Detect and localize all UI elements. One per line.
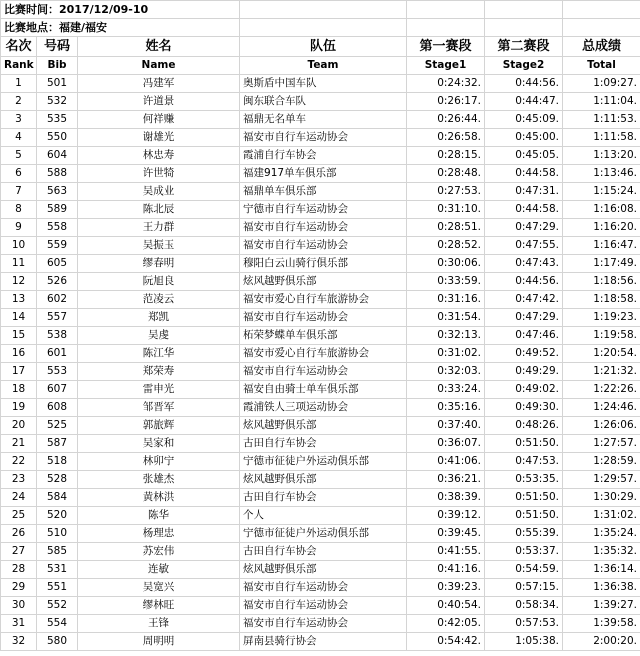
rank-cell: 9 (1, 219, 37, 237)
total-time-cell: 1:31:02. (563, 507, 640, 525)
team-cell: 宁德市征徒户外运动俱乐部 (240, 453, 407, 471)
table-row (1, 615, 640, 633)
name-cell: 陈江华 (78, 345, 240, 363)
team-cell: 炫风越野俱乐部 (240, 273, 407, 291)
stage1-time-cell: 0:39:45. (407, 525, 485, 543)
stage1-time-cell: 0:26:44. (407, 111, 485, 129)
bib-cell: 602 (37, 291, 78, 309)
stage1-time-cell: 0:37:40. (407, 417, 485, 435)
stage2-time-cell: 0:54:59. (485, 561, 563, 579)
rank-cell: 26 (1, 525, 37, 543)
stage2-time-cell: 0:47:29. (485, 309, 563, 327)
stage1-time-cell: 0:31:10. (407, 201, 485, 219)
name-cell: 吴家和 (78, 435, 240, 453)
team-cell: 屏南县骑行协会 (240, 633, 407, 651)
bib-cell: 585 (37, 543, 78, 561)
name-cell: 王锋 (78, 615, 240, 633)
stage2-time-cell: 0:49:52. (485, 345, 563, 363)
table-row (1, 291, 640, 309)
team-cell: 宁德市自行车运动协会 (240, 201, 407, 219)
stage1-time-cell: 0:28:15. (407, 147, 485, 165)
team-cell: 个人 (240, 507, 407, 525)
header-rank-cn: 名次 (1, 37, 37, 57)
name-cell: 陈华 (78, 507, 240, 525)
stage1-time-cell: 0:24:32. (407, 75, 485, 93)
stage1-time-cell: 0:41:06. (407, 453, 485, 471)
rank-cell: 15 (1, 327, 37, 345)
stage2-time-cell: 0:49:30. (485, 399, 563, 417)
stage2-time-cell: 0:49:02. (485, 381, 563, 399)
bib-cell: 563 (37, 183, 78, 201)
stage2-time-cell: 0:47:43. (485, 255, 563, 273)
team-cell: 福安市自行车运动协会 (240, 237, 407, 255)
info-row-place (1, 19, 640, 37)
rank-cell: 19 (1, 399, 37, 417)
total-time-cell: 1:26:06. (563, 417, 640, 435)
bib-cell: 525 (37, 417, 78, 435)
name-cell: 林卯宁 (78, 453, 240, 471)
total-time-cell: 1:17:49. (563, 255, 640, 273)
name-cell: 吴宽兴 (78, 579, 240, 597)
rank-cell: 17 (1, 363, 37, 381)
stage1-time-cell: 0:42:05. (407, 615, 485, 633)
table-row (1, 255, 640, 273)
stage1-time-cell: 0:54:42. (407, 633, 485, 651)
table-row (1, 93, 640, 111)
stage2-time-cell: 0:44:47. (485, 93, 563, 111)
rank-cell: 32 (1, 633, 37, 651)
team-cell: 福安市自行车运动协会 (240, 597, 407, 615)
stage2-time-cell: 0:47:53. (485, 453, 563, 471)
stage2-time-cell: 0:58:34. (485, 597, 563, 615)
name-cell: 张雄杰 (78, 471, 240, 489)
team-cell: 古田自行车协会 (240, 489, 407, 507)
bib-cell: 538 (37, 327, 78, 345)
stage2-time-cell: 0:47:55. (485, 237, 563, 255)
total-time-cell: 1:13:20. (563, 147, 640, 165)
stage1-time-cell: 0:32:13. (407, 327, 485, 345)
name-cell: 许世犄 (78, 165, 240, 183)
name-cell: 王力群 (78, 219, 240, 237)
stage2-time-cell: 0:44:56. (485, 75, 563, 93)
bib-cell: 520 (37, 507, 78, 525)
name-cell: 吴成业 (78, 183, 240, 201)
stage1-time-cell: 0:41:16. (407, 561, 485, 579)
total-time-cell: 1:36:38. (563, 579, 640, 597)
table-row (1, 381, 640, 399)
stage1-time-cell: 0:35:16. (407, 399, 485, 417)
table-row (1, 489, 640, 507)
total-time-cell: 2:00:20. (563, 633, 640, 651)
table-row (1, 201, 640, 219)
team-cell: 福鼎单车俱乐部 (240, 183, 407, 201)
team-cell: 奥斯盾中国车队 (240, 75, 407, 93)
rank-cell: 30 (1, 597, 37, 615)
stage1-time-cell: 0:26:17. (407, 93, 485, 111)
team-cell: 福安市爱心自行车旅游协会 (240, 291, 407, 309)
team-cell: 福安市自行车运动协会 (240, 129, 407, 147)
stage1-time-cell: 0:38:39. (407, 489, 485, 507)
name-cell: 连敏 (78, 561, 240, 579)
name-cell: 许道景 (78, 93, 240, 111)
table-row (1, 399, 640, 417)
table-row (1, 237, 640, 255)
stage2-time-cell: 0:49:29. (485, 363, 563, 381)
header-rank-en: Rank (1, 57, 37, 75)
table-row (1, 129, 640, 147)
table-row (1, 471, 640, 489)
rank-cell: 23 (1, 471, 37, 489)
stage2-time-cell: 0:45:09. (485, 111, 563, 129)
bib-cell: 501 (37, 75, 78, 93)
rank-cell: 12 (1, 273, 37, 291)
total-time-cell: 1:22:26. (563, 381, 640, 399)
rank-cell: 22 (1, 453, 37, 471)
stage2-time-cell: 0:53:37. (485, 543, 563, 561)
stage2-time-cell: 0:51:50. (485, 507, 563, 525)
stage2-time-cell: 0:47:42. (485, 291, 563, 309)
table-row (1, 345, 640, 363)
header-team-en: Team (240, 57, 407, 75)
team-cell: 福安市爱心自行车旅游协会 (240, 345, 407, 363)
total-time-cell: 1:30:29. (563, 489, 640, 507)
team-cell: 炫风越野俱乐部 (240, 561, 407, 579)
header-name-cn: 姓名 (78, 37, 240, 57)
name-cell: 范凌云 (78, 291, 240, 309)
table-row (1, 273, 640, 291)
name-cell: 林忠寿 (78, 147, 240, 165)
table-row (1, 525, 640, 543)
rank-cell: 25 (1, 507, 37, 525)
total-time-cell: 1:29:57. (563, 471, 640, 489)
stage1-time-cell: 0:33:59. (407, 273, 485, 291)
stage1-time-cell: 0:28:48. (407, 165, 485, 183)
rank-cell: 3 (1, 111, 37, 129)
bib-cell: 558 (37, 219, 78, 237)
race-place-label: 比赛地点：福建/福安 (1, 19, 240, 37)
rank-cell: 21 (1, 435, 37, 453)
total-time-cell: 1:11:53. (563, 111, 640, 129)
total-time-cell: 1:16:20. (563, 219, 640, 237)
bib-cell: 528 (37, 471, 78, 489)
name-cell: 吴虔 (78, 327, 240, 345)
name-cell: 郭旅辉 (78, 417, 240, 435)
table-row (1, 507, 640, 525)
header-name-en: Name (78, 57, 240, 75)
stage1-time-cell: 0:39:23. (407, 579, 485, 597)
bib-cell: 588 (37, 165, 78, 183)
table-row (1, 219, 640, 237)
bib-cell: 580 (37, 633, 78, 651)
rank-cell: 20 (1, 417, 37, 435)
name-cell: 陈北辰 (78, 201, 240, 219)
rank-cell: 13 (1, 291, 37, 309)
stage2-time-cell: 0:44:58. (485, 165, 563, 183)
total-time-cell: 1:19:23. (563, 309, 640, 327)
total-time-cell: 1:28:59. (563, 453, 640, 471)
stage1-time-cell: 0:28:51. (407, 219, 485, 237)
rank-cell: 18 (1, 381, 37, 399)
rank-cell: 5 (1, 147, 37, 165)
bib-cell: 584 (37, 489, 78, 507)
bib-cell: 589 (37, 201, 78, 219)
stage2-time-cell: 0:44:56. (485, 273, 563, 291)
table-row (1, 309, 640, 327)
race-time-label: 比赛时间：2017/12/09-10 (1, 1, 240, 19)
stage1-time-cell: 0:26:58. (407, 129, 485, 147)
total-time-cell: 1:15:24. (563, 183, 640, 201)
total-time-cell: 1:35:24. (563, 525, 640, 543)
table-row (1, 111, 640, 129)
bib-cell: 607 (37, 381, 78, 399)
team-cell: 古田自行车协会 (240, 543, 407, 561)
rank-cell: 8 (1, 201, 37, 219)
header-total-cn: 总成绩 (563, 37, 640, 57)
stage2-time-cell: 0:53:35. (485, 471, 563, 489)
header-stage2-en: Stage2 (485, 57, 563, 75)
rank-cell: 27 (1, 543, 37, 561)
table-row (1, 453, 640, 471)
table-row (1, 147, 640, 165)
stage1-time-cell: 0:31:54. (407, 309, 485, 327)
bib-cell: 550 (37, 129, 78, 147)
name-cell: 冯建军 (78, 75, 240, 93)
total-time-cell: 1:39:27. (563, 597, 640, 615)
total-time-cell: 1:18:56. (563, 273, 640, 291)
stage1-time-cell: 0:40:54. (407, 597, 485, 615)
name-cell: 邹晋军 (78, 399, 240, 417)
table-row (1, 165, 640, 183)
stage2-time-cell: 0:55:39. (485, 525, 563, 543)
total-time-cell: 1:27:57. (563, 435, 640, 453)
bib-cell: 510 (37, 525, 78, 543)
name-cell: 缪春明 (78, 255, 240, 273)
total-time-cell: 1:18:58. (563, 291, 640, 309)
total-time-cell: 1:35:32. (563, 543, 640, 561)
bib-cell: 559 (37, 237, 78, 255)
stage2-time-cell: 0:48:26. (485, 417, 563, 435)
bib-cell: 553 (37, 363, 78, 381)
stage1-time-cell: 0:39:12. (407, 507, 485, 525)
stage1-time-cell: 0:32:03. (407, 363, 485, 381)
name-cell: 雷申光 (78, 381, 240, 399)
bib-cell: 526 (37, 273, 78, 291)
name-cell: 阮旭良 (78, 273, 240, 291)
rank-cell: 24 (1, 489, 37, 507)
name-cell: 郑凯 (78, 309, 240, 327)
rank-cell: 16 (1, 345, 37, 363)
total-time-cell: 1:21:32. (563, 363, 640, 381)
table-row (1, 435, 640, 453)
bib-cell: 551 (37, 579, 78, 597)
stage2-time-cell: 0:45:05. (485, 147, 563, 165)
team-cell: 宁德市征徒户外运动俱乐部 (240, 525, 407, 543)
team-cell: 福鼎无名单车 (240, 111, 407, 129)
rank-cell: 4 (1, 129, 37, 147)
stage2-time-cell: 0:51:50. (485, 489, 563, 507)
stage1-time-cell: 0:27:53. (407, 183, 485, 201)
bib-cell: 601 (37, 345, 78, 363)
stage1-time-cell: 0:36:07. (407, 435, 485, 453)
stage1-time-cell: 0:36:21. (407, 471, 485, 489)
bib-cell: 604 (37, 147, 78, 165)
team-cell: 福安市自行车运动协会 (240, 219, 407, 237)
name-cell: 黄林洪 (78, 489, 240, 507)
stage2-time-cell: 0:47:46. (485, 327, 563, 345)
total-time-cell: 1:19:58. (563, 327, 640, 345)
table-row (1, 327, 640, 345)
header-stage2-cn: 第二赛段 (485, 37, 563, 57)
total-time-cell: 1:24:46. (563, 399, 640, 417)
table-row (1, 363, 640, 381)
rank-cell: 11 (1, 255, 37, 273)
name-cell: 缪林旺 (78, 597, 240, 615)
stage2-time-cell: 0:57:53. (485, 615, 563, 633)
rank-cell: 6 (1, 165, 37, 183)
header-stage1-cn: 第一赛段 (407, 37, 485, 57)
team-cell: 霞浦铁人三项运动协会 (240, 399, 407, 417)
rank-cell: 31 (1, 615, 37, 633)
team-cell: 霞浦自行车协会 (240, 147, 407, 165)
table-row (1, 597, 640, 615)
rank-cell: 10 (1, 237, 37, 255)
team-cell: 闽东联合车队 (240, 93, 407, 111)
stage1-time-cell: 0:41:55. (407, 543, 485, 561)
table-row (1, 579, 640, 597)
team-cell: 炫风越野俱乐部 (240, 471, 407, 489)
header-row-chinese (1, 37, 640, 57)
team-cell: 福安市自行车运动协会 (240, 363, 407, 381)
stage2-time-cell: 0:51:50. (485, 435, 563, 453)
table-row (1, 633, 640, 651)
stage2-time-cell: 0:44:58. (485, 201, 563, 219)
info-row-time (1, 1, 640, 19)
name-cell: 杨理忠 (78, 525, 240, 543)
stage2-time-cell: 0:57:15. (485, 579, 563, 597)
total-time-cell: 1:16:47. (563, 237, 640, 255)
team-cell: 福安市自行车运动协会 (240, 309, 407, 327)
total-time-cell: 1:09:27. (563, 75, 640, 93)
bib-cell: 531 (37, 561, 78, 579)
team-cell: 炫风越野俱乐部 (240, 417, 407, 435)
bib-cell: 532 (37, 93, 78, 111)
total-time-cell: 1:13:46. (563, 165, 640, 183)
name-cell: 吴振玉 (78, 237, 240, 255)
name-cell: 郑荣寿 (78, 363, 240, 381)
stage1-time-cell: 0:28:52. (407, 237, 485, 255)
team-cell: 福安市自行车运动协会 (240, 579, 407, 597)
stage2-time-cell: 0:45:00. (485, 129, 563, 147)
stage1-time-cell: 0:31:02. (407, 345, 485, 363)
stage2-time-cell: 0:47:31. (485, 183, 563, 201)
bib-cell: 608 (37, 399, 78, 417)
team-cell: 古田自行车协会 (240, 435, 407, 453)
rank-cell: 28 (1, 561, 37, 579)
team-cell: 柘荣梦蝶单车俱乐部 (240, 327, 407, 345)
name-cell: 周明明 (78, 633, 240, 651)
table-row (1, 417, 640, 435)
bib-cell: 552 (37, 597, 78, 615)
rank-cell: 14 (1, 309, 37, 327)
header-row-english (1, 57, 640, 75)
header-team-cn: 队伍 (240, 37, 407, 57)
stage1-time-cell: 0:31:16. (407, 291, 485, 309)
stage2-time-cell: 0:47:29. (485, 219, 563, 237)
header-stage1-en: Stage1 (407, 57, 485, 75)
header-total-en: Total (563, 57, 640, 75)
table-row (1, 183, 640, 201)
stage1-time-cell: 0:30:06. (407, 255, 485, 273)
stage1-time-cell: 0:33:24. (407, 381, 485, 399)
team-cell: 福安市自行车运动协会 (240, 615, 407, 633)
total-time-cell: 1:11:58. (563, 129, 640, 147)
bib-cell: 605 (37, 255, 78, 273)
total-time-cell: 1:11:04. (563, 93, 640, 111)
total-time-cell: 1:39:58. (563, 615, 640, 633)
rank-cell: 1 (1, 75, 37, 93)
total-time-cell: 1:16:08. (563, 201, 640, 219)
header-bib-cn: 号码 (37, 37, 78, 57)
rank-cell: 7 (1, 183, 37, 201)
team-cell: 穆阳白云山骑行俱乐部 (240, 255, 407, 273)
team-cell: 福安自由骑士单车俱乐部 (240, 381, 407, 399)
total-time-cell: 1:36:14. (563, 561, 640, 579)
name-cell: 苏宏伟 (78, 543, 240, 561)
rank-cell: 29 (1, 579, 37, 597)
header-bib-en: Bib (37, 57, 78, 75)
bib-cell: 587 (37, 435, 78, 453)
table-row (1, 543, 640, 561)
table-row (1, 561, 640, 579)
bib-cell: 557 (37, 309, 78, 327)
name-cell: 何祥赚 (78, 111, 240, 129)
name-cell: 谢雄光 (78, 129, 240, 147)
bib-cell: 535 (37, 111, 78, 129)
rank-cell: 2 (1, 93, 37, 111)
table-row (1, 75, 640, 93)
total-time-cell: 1:20:54. (563, 345, 640, 363)
bib-cell: 518 (37, 453, 78, 471)
stage2-time-cell: 1:05:38. (485, 633, 563, 651)
bib-cell: 554 (37, 615, 78, 633)
team-cell: 福建917单车俱乐部 (240, 165, 407, 183)
